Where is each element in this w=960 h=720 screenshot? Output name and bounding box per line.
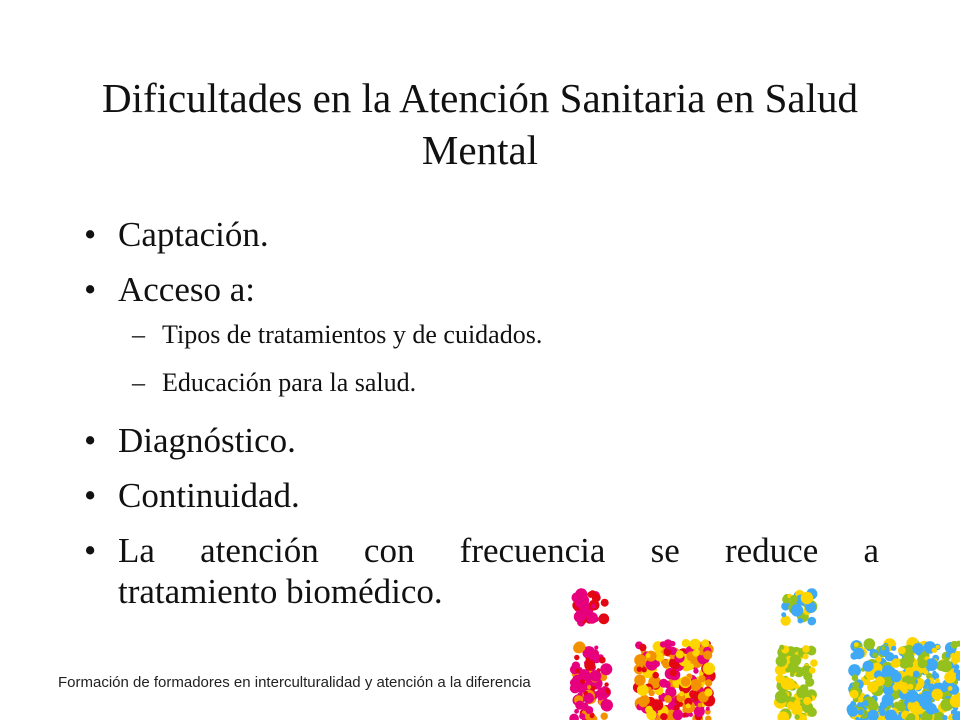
logo-dot [637, 684, 649, 696]
logo-dot [808, 617, 817, 626]
logo-dot [850, 665, 855, 670]
logo-dot [646, 653, 651, 658]
logo-dot [687, 647, 692, 652]
bullet-text-line: tratamiento biomédico. [118, 572, 443, 611]
logo-dot [704, 688, 712, 696]
bullet-item [84, 214, 879, 255]
logo-dot [779, 645, 784, 650]
logo-dot [852, 675, 859, 682]
logo-dot [867, 697, 874, 704]
logo-dot [794, 714, 799, 719]
logo-dot [912, 643, 923, 654]
logo-dot [705, 679, 712, 686]
logo-dot [574, 709, 579, 714]
logo-dot [858, 709, 864, 715]
logo-dot [705, 716, 711, 720]
logo-dot [598, 695, 604, 701]
logo-dot [794, 684, 799, 689]
logo-dot [639, 644, 646, 651]
logo-dot [569, 714, 579, 720]
logo-dot [671, 663, 676, 668]
logo-dot [906, 690, 919, 703]
logo-dot [882, 694, 894, 706]
slide-title: Dificultades en la Atención Sanitaria en Salud Mental [102, 75, 858, 173]
logo-dot [803, 697, 811, 705]
logo-dot [783, 697, 788, 702]
logo-dot [573, 643, 584, 654]
logo-dot [580, 679, 585, 684]
logo-dot [703, 662, 715, 674]
footer-text: Formación de formadores en interculturalidad y atención a la diferencia [58, 674, 531, 691]
logo-dot [682, 639, 690, 647]
logo-dot [574, 655, 579, 660]
logo-dot [944, 672, 956, 684]
logo-dot [570, 683, 580, 693]
logo-dot [776, 657, 784, 665]
logo-dot [951, 653, 957, 659]
logo-dot [634, 674, 645, 685]
logo-dot [932, 648, 937, 653]
logo-dot [907, 684, 913, 690]
logo-dot [951, 641, 959, 649]
logo-dot [670, 641, 676, 647]
logo-dot [925, 679, 930, 684]
logo-dot [679, 691, 684, 696]
logo-dot [898, 647, 906, 655]
logo-dot [575, 601, 581, 607]
bullet-glyph: • [84, 215, 97, 254]
logo-dot [690, 679, 702, 691]
logo-dot [703, 650, 712, 659]
logo-dot [882, 665, 894, 677]
logo-dot [599, 657, 606, 664]
logo-dot [701, 639, 709, 647]
logo-dot [598, 613, 609, 624]
logo-dot [590, 713, 595, 718]
bullet-list [84, 214, 879, 612]
logo-dot [946, 653, 951, 658]
bullet-text: Captación. [118, 215, 269, 254]
logo-dot [932, 689, 943, 700]
sub-bullet-item [84, 320, 879, 350]
logo-dot [927, 683, 933, 689]
logo-dot [932, 671, 936, 675]
logo-dot [879, 710, 885, 716]
logo-dot [785, 667, 790, 672]
logo-dot [801, 592, 813, 604]
logo-dot [638, 697, 648, 707]
logo-dot [783, 712, 788, 717]
logo-dot [790, 595, 798, 603]
logo-dot [637, 667, 642, 672]
logo-dot [809, 667, 816, 674]
logo-dot [905, 655, 914, 664]
logo-dot [654, 661, 660, 667]
logo-dot [694, 706, 705, 717]
logo-dot [693, 668, 698, 673]
logo-dot [872, 652, 877, 657]
logo-dot [590, 670, 602, 682]
logo-dot [698, 703, 703, 708]
sub-bullet-text: Educación para la salud. [162, 368, 417, 397]
logo-dot [601, 699, 613, 711]
logo-dot [875, 676, 885, 686]
logo-dot [803, 653, 809, 659]
logo-dot [572, 662, 580, 670]
logo-dot [790, 655, 802, 667]
logo-dot [864, 638, 875, 649]
logo-dot [939, 660, 952, 673]
logo-dot [954, 664, 960, 670]
logo-dot [587, 685, 591, 689]
dash-glyph: – [132, 320, 145, 349]
logo-dot [776, 674, 785, 683]
logo-dot [594, 646, 598, 650]
logo-dot [935, 678, 940, 683]
logo-dot [810, 659, 818, 667]
logo-dot [600, 663, 612, 675]
logo-dot [893, 684, 900, 691]
isir-logo [560, 585, 960, 720]
logo-dot [652, 672, 659, 679]
logo-dot [588, 591, 595, 598]
bullet-text-line: La atención con frecuencia se reduce a [118, 531, 879, 570]
logo-dot [926, 701, 930, 705]
logo-dot [673, 710, 684, 720]
logo-dot [791, 604, 804, 617]
logo-dot [648, 690, 654, 696]
logo-dot [583, 649, 592, 658]
logo-dot [586, 666, 590, 670]
bullet-glyph: • [84, 476, 97, 515]
logo-dot [787, 702, 795, 710]
logo-dot [891, 646, 896, 651]
sub-bullet-item [84, 368, 879, 398]
logo-dot [646, 710, 656, 720]
logo-dot [634, 654, 646, 666]
logo-dot [781, 616, 791, 626]
logo-dot [913, 671, 920, 678]
logo-dot [853, 648, 864, 659]
bullet-glyph: • [84, 531, 97, 570]
logo-dot [604, 682, 608, 686]
logo-dot [692, 650, 699, 657]
logo-dots [569, 588, 960, 720]
logo-dot [584, 660, 595, 671]
logo-dot [670, 669, 677, 676]
sub-bullet-text: Tipos de tratamientos y de cuidados. [162, 320, 543, 349]
logo-dot [676, 650, 684, 658]
logo-dot [790, 672, 795, 677]
logo-dot [847, 706, 858, 717]
logo-dot [798, 618, 804, 624]
dash-glyph: – [132, 368, 145, 397]
logo-dot [802, 645, 810, 653]
bullet-item [84, 475, 879, 516]
logo-dot [706, 707, 710, 711]
bullet-text: Diagnóstico. [118, 421, 296, 460]
logo-dot [918, 659, 928, 669]
logo-dot [881, 646, 885, 650]
logo-dot [586, 612, 598, 624]
bullet-item [84, 420, 879, 461]
bullet-glyph: • [84, 270, 97, 309]
logo-dot [899, 682, 909, 692]
bullet-text: Acceso a: [118, 270, 256, 309]
logo-dot [681, 677, 691, 687]
bullet-glyph: • [84, 421, 97, 460]
bullet-text: Continuidad. [118, 476, 300, 515]
logo-dot [850, 690, 859, 699]
logo-dot [642, 667, 647, 672]
logo-dot [575, 701, 584, 710]
logo-dot [665, 649, 671, 655]
logo-dot [659, 655, 664, 660]
logo-dot [578, 669, 590, 681]
logo-dot [854, 642, 859, 647]
logo-dot [863, 661, 874, 672]
logo-dot [936, 645, 940, 649]
bullet-item [84, 269, 879, 310]
logo-dot [601, 599, 609, 607]
logo-dot [591, 604, 596, 609]
logo-dot [601, 713, 608, 720]
logo-dot [579, 592, 584, 597]
logo-dot [664, 695, 672, 703]
logo-dot [687, 663, 694, 670]
logo-dot [948, 686, 953, 691]
logo-dot [781, 612, 786, 617]
logo-dot [574, 611, 586, 623]
logo-dot [686, 703, 691, 708]
logo-dot [659, 679, 668, 688]
